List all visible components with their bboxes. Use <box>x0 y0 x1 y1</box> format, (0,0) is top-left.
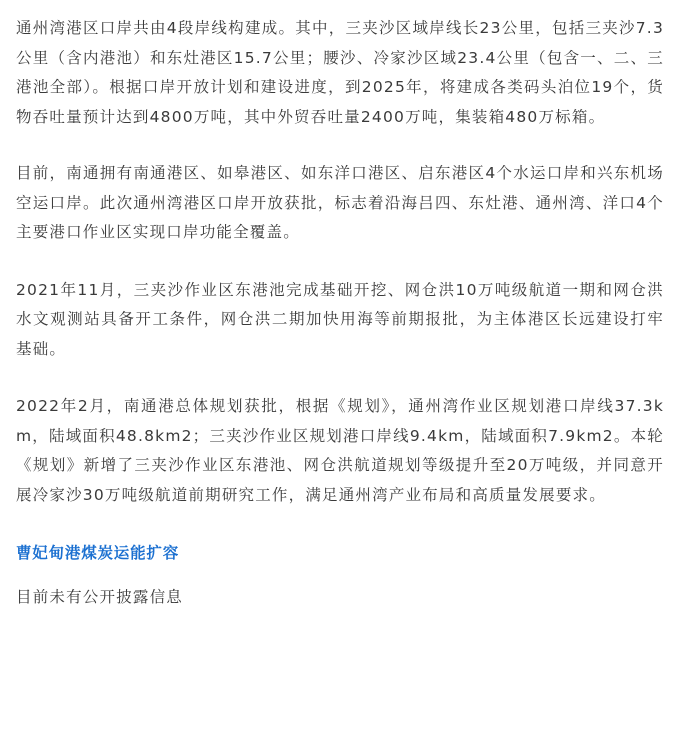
paragraph-spacer <box>16 510 664 541</box>
paragraph-spacer <box>16 565 664 584</box>
paragraph-spacer <box>16 132 664 159</box>
article-body <box>16 14 664 610</box>
paragraph-spacer <box>16 364 664 392</box>
paragraph-2021-progress: 2021年11月，三夹沙作业区东港池完成基础开挖、网仓洪10万吨级航道一期和网仓洪水文观测站具备开工条件，网仓洪二期加快用海等前期报批，为主体港区长远建设打牢基础。 <box>16 280 664 358</box>
section-heading: 曹妃甸港煤炭运能扩容 <box>16 544 180 562</box>
paragraph-spacer <box>16 248 664 276</box>
paragraph-nantong-ports: 目前，南通拥有南通港区、如皋港区、如东洋口港区、启东港区4个水运口岸和兴东机场空运口岸。此次通州湾港区口岸开放获批，标志着沿海吕四、东灶港、通州湾、洋口4个主要港口作业区实现口岸功能全覆盖。 <box>16 164 664 241</box>
paragraph-2022-plan: 2022年2月，南通港总体规划获批，根据《规划》，通州湾作业区规划港口岸线37.3km，陆域面积48.8km2；三夹沙作业区规划港口岸线9.4km，陆域面积7.9km2。本轮《规划》新增了三夹沙作业区东港池、网仓洪航道规划等级提升至20万吨级，并同意开展冷家沙30万吨级航道前期研究工作，满足通州湾产业布局和高质量发展要求。 <box>16 397 664 504</box>
section-body: 目前未有公开披露信息 <box>16 588 184 606</box>
paragraph-tongzhouwan-shoreline: 通州湾港区口岸共由4段岸线构建成。其中，三夹沙区域岸线长23公里，包括三夹沙7.3公里（含内港池）和东灶港区15.7公里；腰沙、冷家沙区域23.4公里（包含一、二、三港池全部）。根据口岸开放计划和建设进度，到2025年，将建成各类码头泊位19个，货物吞吐量预计达到4800万吨，其中外贸吞吐量2400万吨，集装箱480万标箱。 <box>16 19 664 126</box>
